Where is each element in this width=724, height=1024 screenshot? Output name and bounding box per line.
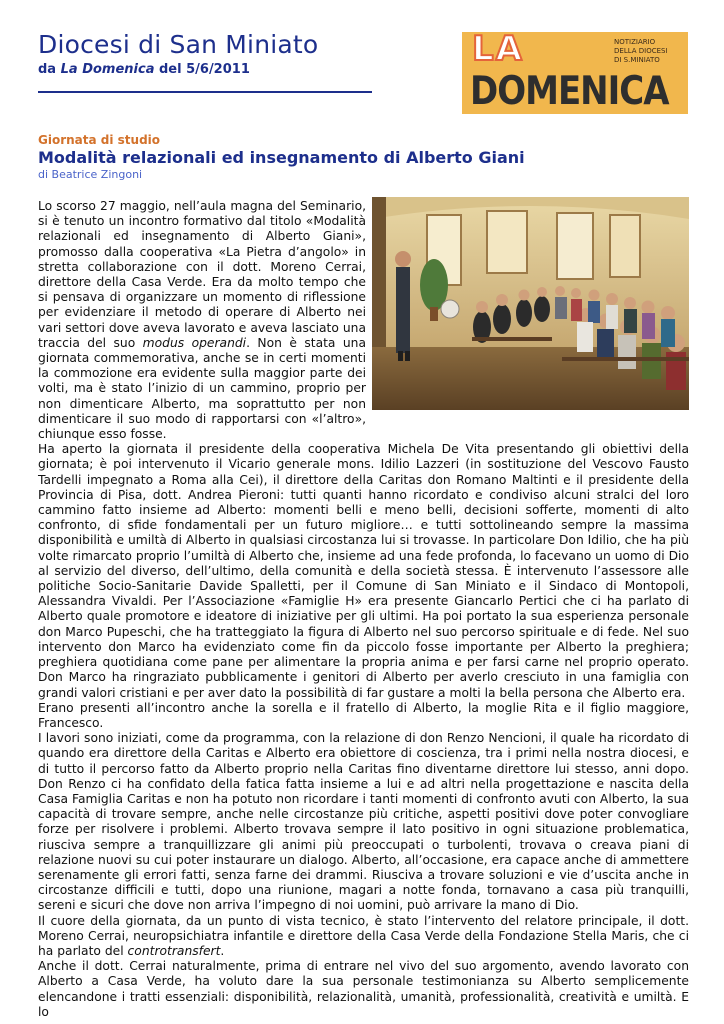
article-byline: di Beatrice Zingoni [38, 168, 143, 181]
header-divider [38, 91, 372, 93]
article-kicker: Giornata di studio [38, 133, 161, 147]
article-body [38, 199, 689, 1020]
paragraph-1-text-a: Lo scorso 27 maggio, nell’aula magna del Seminario, si è tenuto un incontro formativo dal titolo «Modalità relazionali ed insegnamento di Alberto Giani», promosso dalla cooperativa «La Pietra d’angolo» in stretta collaborazione con il dott. Moreno Cerrai, direttore della Casa Verde. Era da molto tempo che si pensava di organizzare un momento di riflessione per evidenziare il metodo di operare di Alberto nei vari settori dove aveva lavorato e aveva lasciato una traccia del suo [38, 199, 366, 350]
paragraph-2: Ha aperto la giornata il presidente della cooperativa Michela De Vita presentando gli obiettivi della giornata; è poi intervenuto il Vicario generale mons. Idilio Lazzeri (in sostituzione del Vescovo Fausto Tardelli impegnato a Roma alla Cei), il direttore della Caritas don Romano Maltinti e il presidente della Provincia di Pisa, dott. Andrea Pieroni: tutti quanti hanno ricordato e condiviso alcuni stralci del loro cammino fatto insieme ad Alberto: momenti belli e meno belli, decisioni sofferte, momenti di alto confronto, di sfide fondamentali per un futuro migliore… e tutti sottolineando sempre la massima disponibilità e umiltà di Alberto in qualsiasi circostanza lui si trovasse. In particolare Don Idilio, che ha più volte rimarcato proprio l’umiltà di Alberto che, insieme ad una fede profonda, lo facevano un uomo di Dio al servizio del diverso, dell’ultimo, della comunità e della società stessa. È intervenuto l’assessore alle politiche Socio-Sanitarie Davide Spalletti, per il Comune di San Miniato e il Sindaco di Montopoli, Alessandra Vivaldi. Per l’Associazione «Famiglie H» era presente Giancarlo Pertici che ci ha parlato di Alberto quale promotore e ideatore di iniziative per gli ultimi. Ha poi portato la sua esperienza personale don Marco Pupeschi, che ha tratteggiato la figura di Alberto nel suo percorso spirituale e di fede. Nel suo intervento don Marco ha evidenziato come fin da piccolo fosse importante per Alberto la preghiera; preghiera quotidiana come pane per alimentare la propria anima e per farsi carne nel proprio operato. Don Marco ha ringraziato pubblicamente i genitori di Alberto per averlo cresciuto in una famiglia con grandi valori cristiani e per aver dato la possibilità di far gustare a molti la bella persona che Alberto era. [38, 442, 689, 700]
source-line [38, 62, 250, 77]
logo-tagline-3: DI S.MINIATO [614, 56, 660, 64]
logo-word-la: LA [472, 32, 524, 69]
paragraph-1-emphasis: modus operandi [142, 335, 247, 350]
logo-tagline [614, 38, 668, 65]
paragraph-5-text-b: . [220, 943, 225, 958]
paragraph-5-text-a: Il cuore della giornata, da un punto di vista tecnico, è stato l’intervento del relatore principale, il dott. Moreno Cerrai, neuropsichiatra infantile e direttore della Casa Verde della Fondazione Stella Maris, che ci ha parlato del [38, 913, 689, 958]
paragraph-1 [38, 199, 366, 442]
source-prefix: da [38, 62, 61, 77]
diocese-title: Diocesi di San Miniato [38, 30, 319, 59]
paragraph-5 [38, 914, 689, 960]
logo-tagline-2: DELLA DIOCESI [614, 47, 668, 55]
source-date: del 5/6/2011 [154, 62, 250, 77]
source-publication: La Domenica [60, 62, 155, 77]
paragraph-5-emphasis: controtransfert [127, 943, 221, 958]
logo-word-domenica: DOMENICA [470, 68, 669, 114]
paragraph-1-text-b: . Non è stata una giornata commemorativa, anche se in certi momenti la commozione era evidente sulla maggior parte dei volti, ma è stato l’inizio di un cammino, proprio per non dimenticare Alberto, ma soprattutto per non dimenticare il suo modo di rapportarsi con «l’altro», chiunque esso fosse. [38, 335, 367, 442]
logo-tagline-1: NOTIZIARIO [614, 38, 656, 46]
paragraph-6: Anche il dott. Cerrai naturalmente, prima di entrare nel vivo del suo argomento, avendo lavorato con Alberto a Casa Verde, ha voluto dare la sua personale testimonianza su Alberto semplicemente elencandone i tratti essenziali: disponibilità, relazionalità, umanità, professionalità, creatività e umiltà. E lo [38, 959, 689, 1019]
la-domenica-logo [462, 32, 688, 114]
paragraph-3: Erano presenti all’incontro anche la sorella e il fratello di Alberto, la moglie Rita e il figlio maggiore, Francesco. [38, 700, 689, 730]
article-headline: Modalità relazionali ed insegnamento di Alberto Giani [38, 148, 525, 167]
paragraph-4: I lavori sono iniziati, come da programma, con la relazione di don Renzo Nencioni, il quale ha ricordato di quando era direttore della Caritas e Alberto era obiettore di coscienza, tra i primi nella nostra diocesi, e di tutto il percorso fatto da Alberto proprio nella Caritas fino diventarne direttore lui stesso, anni dopo. Don Renzo ci ha confidato della fatica fatta insieme a lui e ad altri nella progettazione e nascita della Casa Famiglia Caritas e non ha potuto non ricordare i tanti momenti di confronto avuti con Alberto, la sua capacità di trovare sempre, anche nelle circostanze più critiche, aspetti positivi dove poter convogliare forze per risolvere i problemi. Alberto trovava sempre il lato positivo in ogni situazione problematica, riusciva sempre a tranquillizzare gli animi più preoccupati o turbolenti, trovava o creava piani di relazione nuovi su cui poter instaurare un dialogo. Alberto, all’occasione, era capace anche di ammettere serenamente gli errori fatti, senza farne dei drammi. Riusciva a trovare soluzioni e vie d’uscita anche in circostanze difficili e tutti, dopo una riunione, magari a notte fonda, tornavano a casa più tranquilli, sereni e sicuri che dove non arriva l’impegno di noi uomini, può arrivare la mano di Dio. [38, 731, 689, 913]
photo-wrap-spacer [366, 199, 689, 412]
